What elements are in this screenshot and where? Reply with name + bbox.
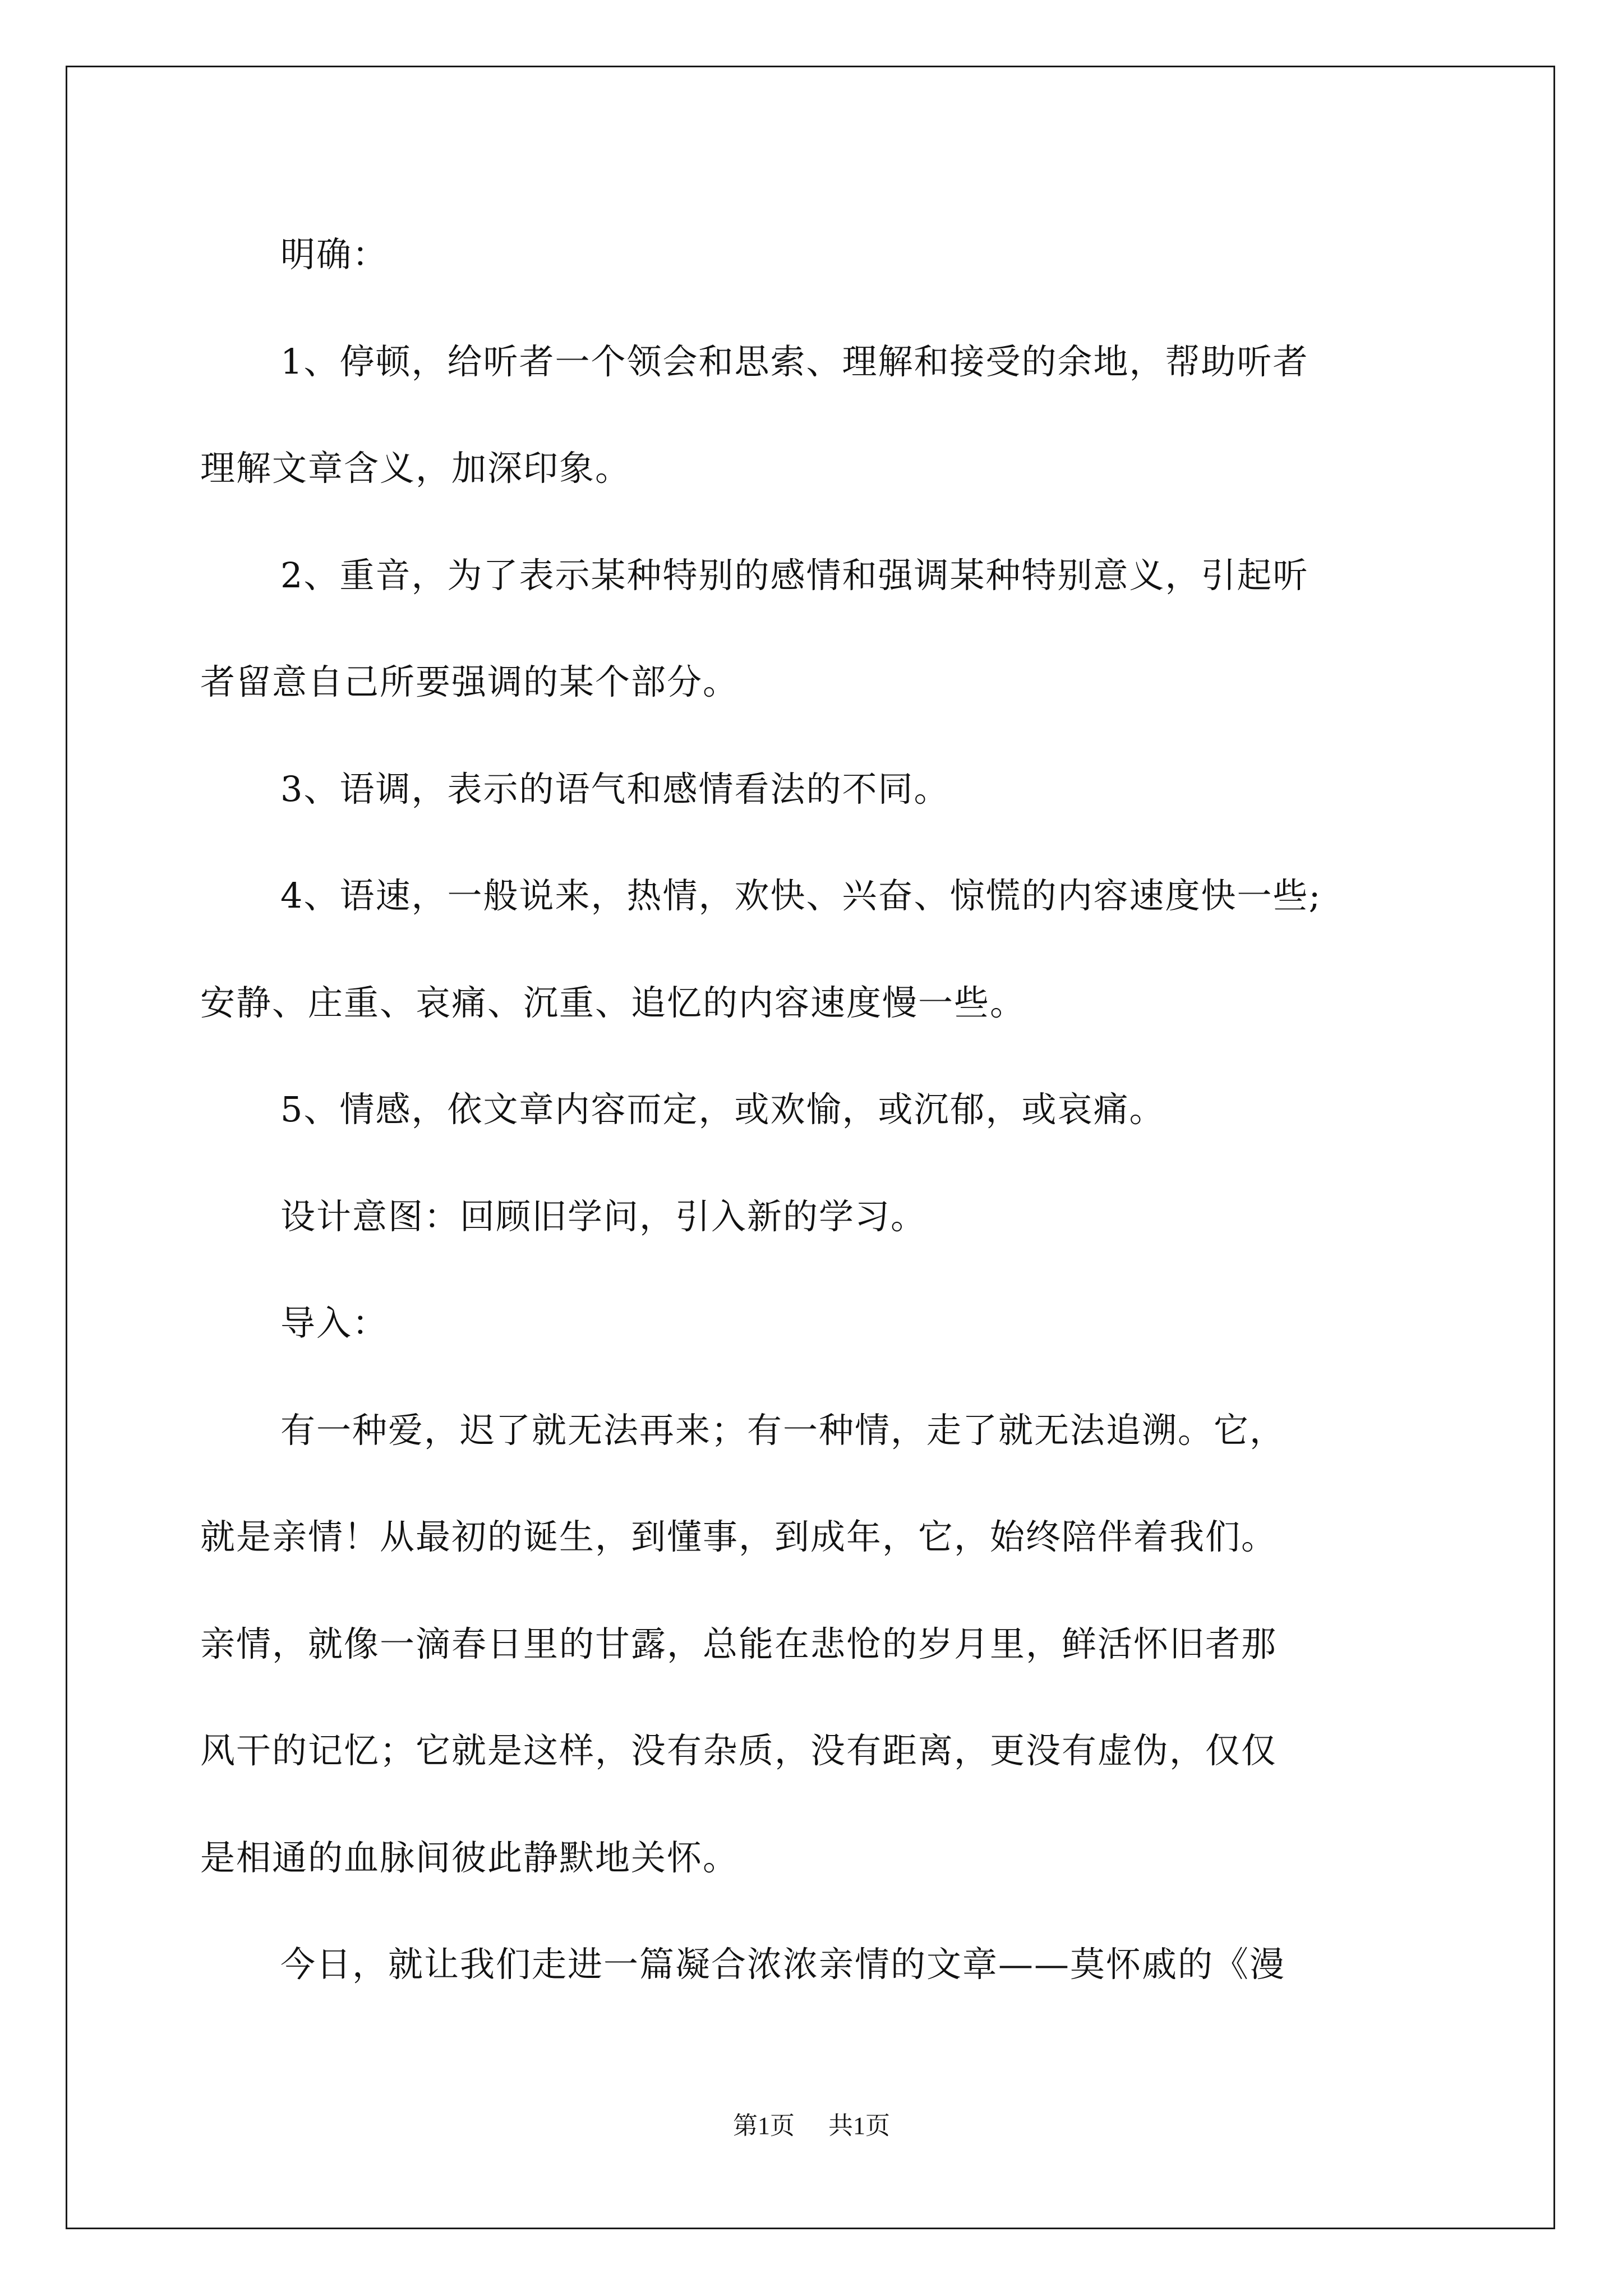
- paragraph-line: 安静、庄重、哀痛、沉重、追忆的内容速度慢一些。: [200, 982, 1026, 1023]
- page-border: [66, 66, 1555, 2229]
- paragraph-line: 今日，就让我们走进一篇凝合浓浓亲情的文章——莫怀戚的《漫: [280, 1944, 1286, 1985]
- paragraph-line: 理解文章含义，加深印象。: [200, 448, 631, 489]
- paragraph-heading-daoru: 导入：: [280, 1303, 389, 1343]
- page-footer: [0, 2109, 1623, 2143]
- paragraph-line: 2、重音，为了表示某种特别的感情和强调某种特别意义，引起听: [280, 555, 1309, 596]
- paragraph-line: 亲情，就像一滴春日里的甘露，总能在悲怆的岁月里，鲜活怀旧者那: [200, 1623, 1278, 1664]
- paragraph-line: 1、停顿，给听者一个领会和思索、理解和接受的余地，帮助听者: [280, 341, 1309, 382]
- page-number-total: 共1页: [828, 2112, 890, 2139]
- paragraph-line: 有一种爱，迟了就无法再来；有一种情，走了就无法追溯。它，: [280, 1410, 1286, 1451]
- paragraph-line: 3、语调，表示的语气和感情看法的不同。: [280, 769, 950, 809]
- page-number-current: 第1页: [733, 2112, 795, 2139]
- paragraph-line: 是相通的血脉间彼此静默地关怀。: [200, 1837, 739, 1878]
- paragraph-heading-mingque: 明确：: [280, 234, 389, 275]
- paragraph-line: 设计意图：回顾旧学问，引入新的学习。: [280, 1196, 927, 1237]
- paragraph-line: 4、语速，一般说来，热情，欢快、兴奋、惊慌的内容速度快一些;: [280, 875, 1322, 916]
- paragraph-line: 就是亲情！从最初的诞生，到懂事，到成年，它，始终陪伴着我们。: [200, 1516, 1278, 1557]
- paragraph-line: 5、情感，依文章内容而定，或欢愉，或沉郁，或哀痛。: [280, 1089, 1165, 1130]
- paragraph-line: 者留意自己所要强调的某个部分。: [200, 661, 739, 702]
- paragraph-line: 风干的记忆；它就是这样，没有杂质，没有距离，更没有虚伪，仅仅: [200, 1730, 1278, 1771]
